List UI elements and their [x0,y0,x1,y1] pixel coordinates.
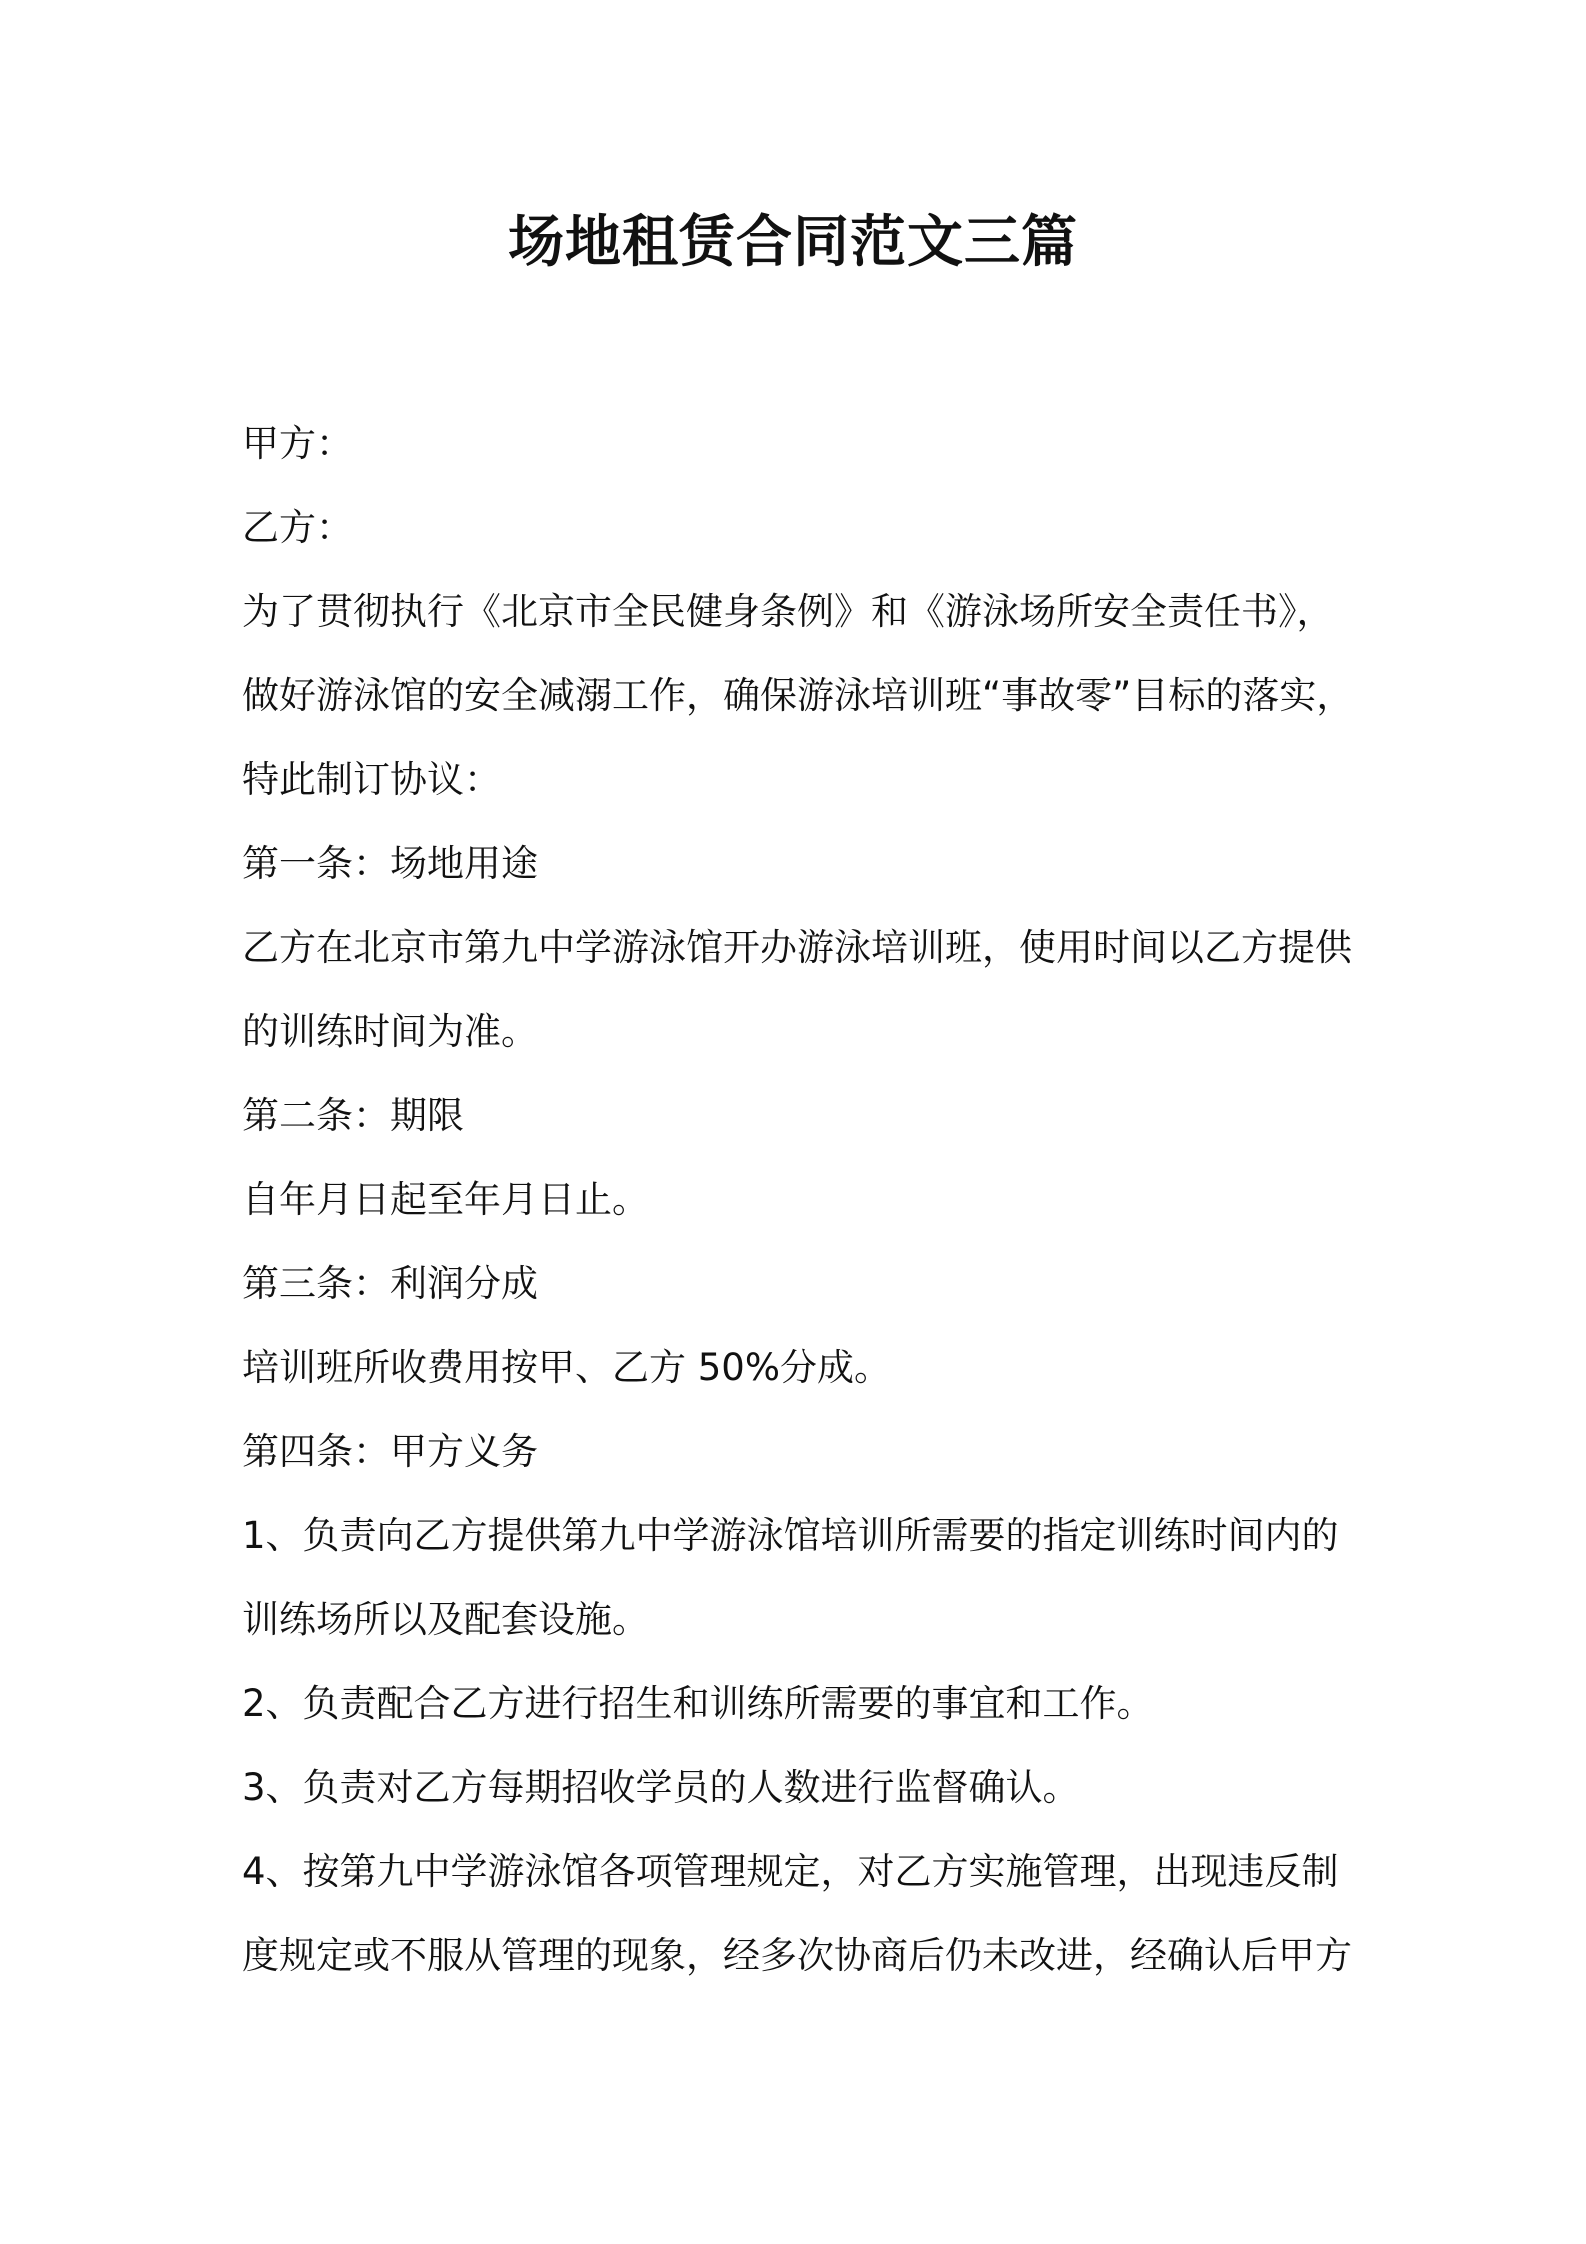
article-4-item-1-line-2: 训练场所以及配套设施。 [242,1598,649,1641]
article-1-heading: 第一条：场地用途 [242,842,538,885]
article-3-heading: 第三条：利润分成 [242,1262,538,1305]
article-4-item-4-line-2: 度规定或不服从管理的现象，经多次协商后仍未改进，经确认后甲方 [242,1934,1352,1977]
document-title: 场地租赁合同范文三篇 [508,210,1078,275]
article-2-text: 自年月日起至年月日止。 [242,1178,649,1221]
article-4-heading: 第四条：甲方义务 [242,1430,538,1473]
document-body [242,402,1362,1998]
preamble-line-1: 为了贯彻执行《北京市全民健身条例》和《游泳场所安全责任书》， [242,590,1334,633]
article-1-text-1: 乙方在北京市第九中学游泳馆开办游泳培训班，使用时间以乙方提供 [242,926,1352,969]
party-b-line: 乙方： [242,506,353,549]
article-3-text: 培训班所收费用按甲、乙方 50%分成。 [242,1346,891,1389]
article-4-item-3: 3、负责对乙方每期招收学员的人数进行监督确认。 [242,1766,1080,1809]
preamble-line-3: 特此制订协议： [242,758,501,801]
article-4-item-1-line-1: 1、负责向乙方提供第九中学游泳馆培训所需要的指定训练时间内的 [242,1514,1339,1557]
article-2-heading: 第二条：期限 [242,1094,464,1137]
article-4-item-4-line-1: 4、按第九中学游泳馆各项管理规定，对乙方实施管理，出现违反制 [242,1850,1339,1893]
party-a-line: 甲方： [242,422,353,465]
preamble-line-2: 做好游泳馆的安全减溺工作，确保游泳培训班“事故零”目标的落实， [242,674,1354,717]
article-4-item-2: 2、负责配合乙方进行招生和训练所需要的事宜和工作。 [242,1682,1154,1725]
article-1-text-2: 的训练时间为准。 [242,1010,538,1053]
